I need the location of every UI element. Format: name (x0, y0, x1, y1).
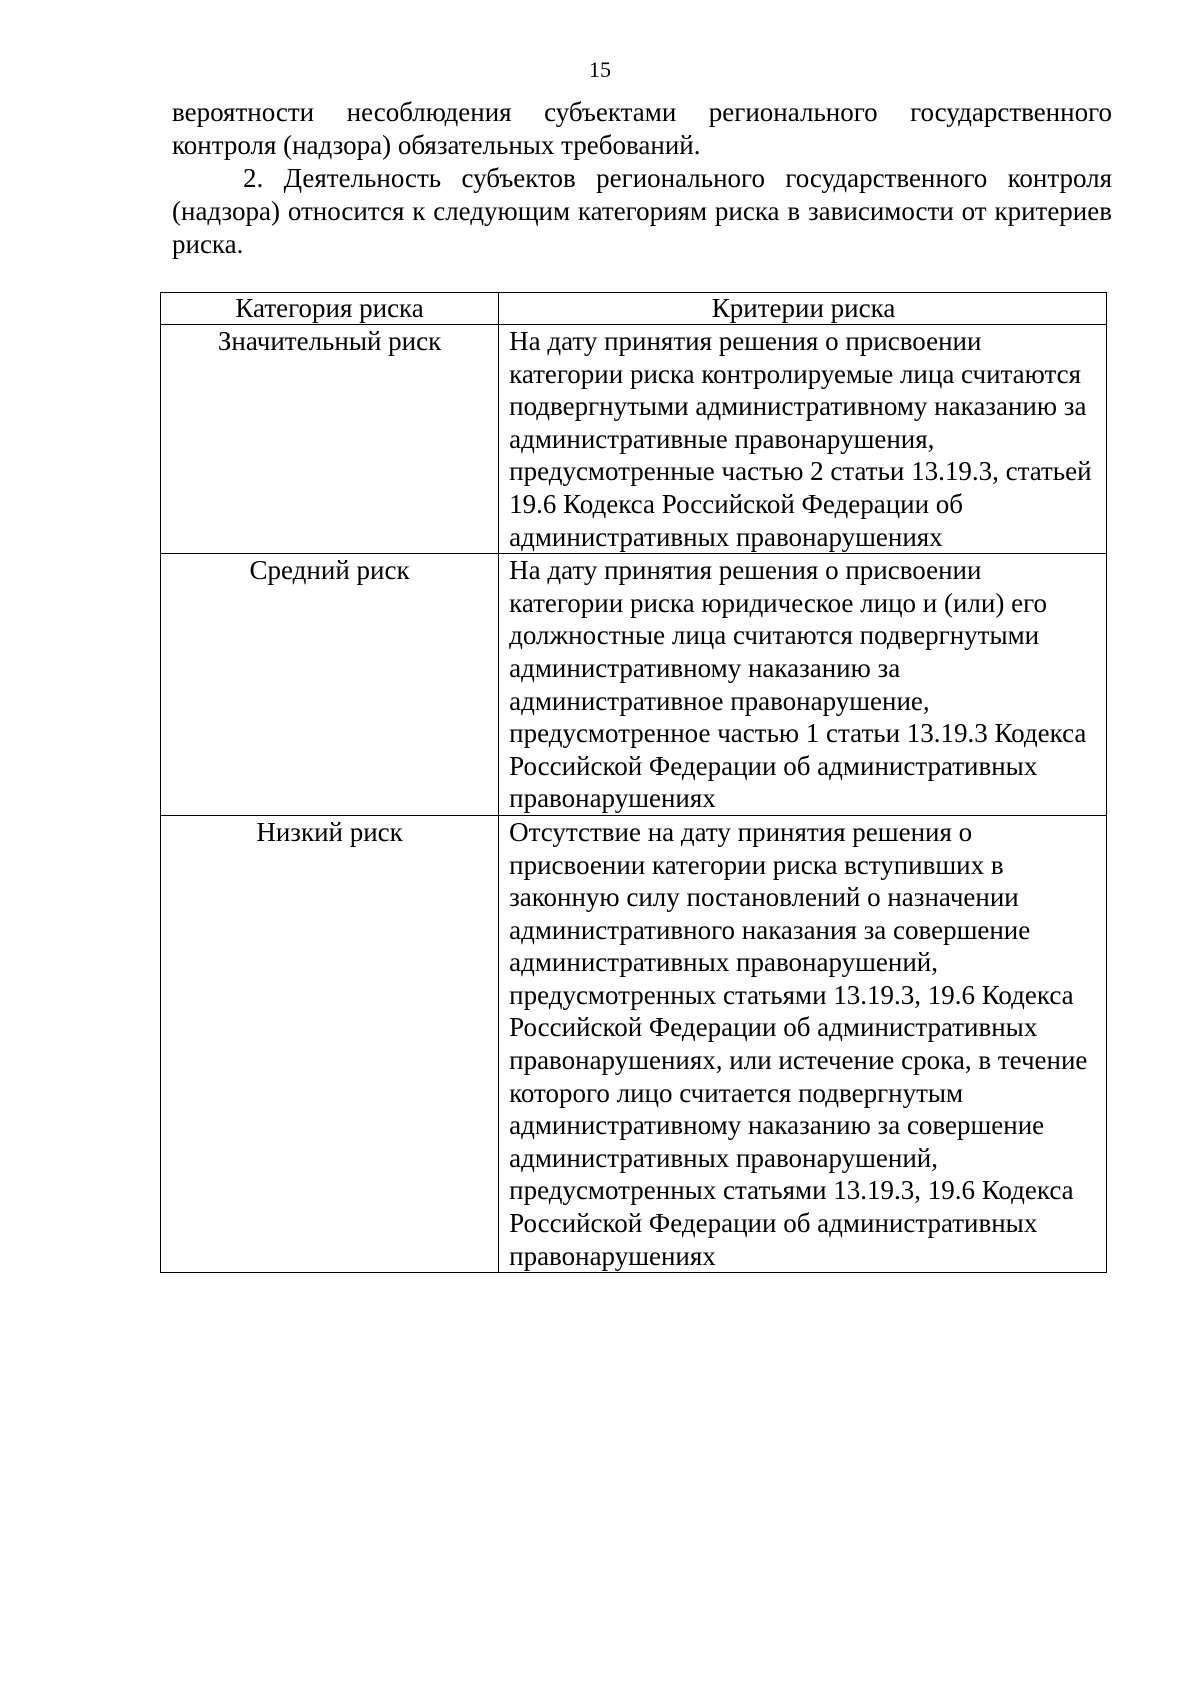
header-risk-criteria: Критерии риска (499, 293, 1107, 325)
risk-criteria-cell: Отсутствие на дату принятия решения о присвоении категории риска вступивших в законную силу постановлений о назначении административного наказания за совершение административных правонарушений, предусмотренных статьями 13.19.3, 19.6 Кодекса Российской Федерации об административных правонарушениях, или истечение срока, в течение которого лицо считается подвергнутым административному наказанию за совершение административных правонарушений, предусмотренных статьями 13.19.3, 19.6 Кодекса Российской Федерации об административных правонарушениях (499, 815, 1107, 1272)
table-row (161, 325, 1107, 554)
page-number: 15 (589, 57, 611, 82)
paragraph-continuation: вероятности несоблюдения субъектами регионального государственного контроля (надзора) обязательных требований. (172, 97, 1112, 160)
risk-criteria-cell: На дату принятия решения о присвоении категории риска контролируемые лица считаются подвергнутыми административному наказанию за административные правонарушения, предусмотренные частью 2 статьи 13.19.3, статьей 19.6 Кодекса Российской Федерации об административных правонарушениях (499, 325, 1107, 554)
body-text (172, 96, 1112, 261)
risk-criteria-cell: На дату принятия решения о присвоении категории риска юридическое лицо и (или) его должностные лица считаются подвергнутыми административному наказанию за административное правонарушение, предусмотренное частью 1 статьи 13.19.3 Кодекса Российской Федерации об административных правонарушениях (499, 554, 1107, 816)
risk-category-cell: Значительный риск (161, 325, 499, 554)
paragraph-item-2: 2. Деятельность субъектов регионального государственного контроля (надзора) относится к следующим категориям риска в зависимости от критериев риска. (172, 163, 1112, 259)
table-row (161, 554, 1107, 816)
risk-category-table (160, 292, 1107, 1273)
table-header-row (161, 293, 1107, 325)
risk-category-cell: Средний риск (161, 554, 499, 816)
risk-category-cell: Низкий риск (161, 815, 499, 1272)
table-row (161, 815, 1107, 1272)
header-risk-category: Категория риска (161, 293, 499, 325)
